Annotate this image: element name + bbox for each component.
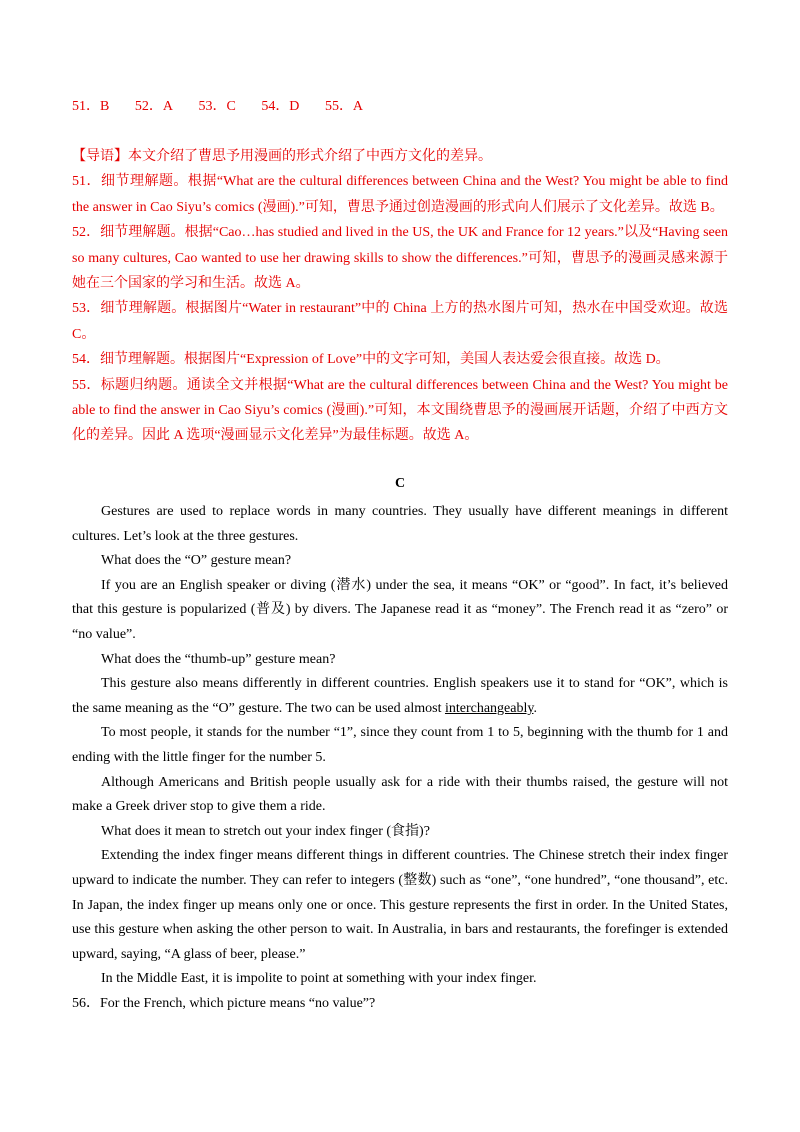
passage-text: . (533, 700, 537, 716)
passage-question-heading: What does it mean to stretch out your index finger (食指)? (101, 823, 430, 839)
passage-paragraph: Extending the index finger means different things in different countries. The Chinese stretch their index finger upward to indicate the number. They can refer to integers (整数) such as “one”, “one hundred”, “one thousand”, etc. In Japan, the index finger up means only one or once. This gesture represents the first in order. In the United States, use this gesture when asking the other person to wait. In Australia, in bars and restaurants, the forefinger is extended upward, saying, “A glass of beer, please.” (72, 848, 728, 962)
explanation-54: 54．细节理解题。根据图片“Expression of Love”中的文字可知，美国人表达爱会很直接。故选 D。 (72, 352, 670, 368)
passage-paragraph (72, 672, 728, 721)
passage-question-heading: What does the “O” gesture mean? (101, 553, 292, 569)
explanation-52: 52．细节理解题。根据“Cao…has studied and lived in the US, the UK and France for 12 years.”以及“Having seen so many cultures, Cao wanted to use her drawing skills to show the differences.”可知，曹思予的漫画灵感来源于她在三个国家的学习和生活。故选 A。 (72, 225, 728, 292)
answer-52: 52．A (134, 99, 173, 114)
passage-question-heading: What does the “thumb-up” gesture mean? (101, 651, 336, 667)
passage-paragraph: Gestures are used to replace words in many countries. They usually have different meanings in different cultures. Let’s look at the three gestures. (72, 504, 728, 544)
explanation-51: 51．细节理解题。根据“What are the cultural differences between China and the West? You might be able to find the answer in Cao Siyu’s comics (漫画).”可知，曹思予通过创造漫画的形式向人们展示了文化差异。故选 B。 (72, 174, 728, 215)
answer-55: 55．A (324, 99, 364, 114)
reading-passage (72, 500, 728, 1016)
passage-text: This gesture also means differently in different countries. English speakers use it to stand for “OK”, which is the same meaning as the “O” gesture. The two can be used almost (72, 676, 728, 716)
answer-54: 54．D (261, 99, 300, 114)
explanation-block (72, 144, 728, 449)
question-56: 56．For the French, which picture means “no value”? (72, 995, 376, 1011)
section-heading: C (394, 476, 406, 491)
answer-53: 53．C (198, 99, 236, 114)
answer-key (72, 95, 385, 115)
explanation-53: 53．细节理解题。根据图片“Water in restaurant”中的 China 上方的热水图片可知，热水在中国受欢迎。故选 C。 (72, 301, 728, 342)
underlined-word: interchangeably (444, 700, 534, 716)
passage-paragraph: Although Americans and British people usually ask for a ride with their thumbs raised, the gesture will not make a Greek driver stop to give them a ride. (72, 774, 728, 815)
passage-paragraph: If you are an English speaker or diving (潜水) under the sea, it means “OK” or “good”. In fact, it’s believed that this gesture is popularized (普及) by divers. The Japanese read it as “money”. The French read it as “zero” or “no value”. (72, 577, 728, 642)
explanation-intro: 【导语】本文介绍了曹思予用漫画的形式介绍了中西方文化的差异。 (72, 149, 492, 164)
passage-paragraph: To most people, it stands for the number “1”, since they count from 1 to 5, beginning with the thumb for 1 and ending with the little finger for the number 5. (72, 725, 728, 765)
passage-paragraph: In the Middle East, it is impolite to point at something with your index finger. (101, 971, 537, 987)
explanation-55: 55．标题归纳题。通读全文并根据“What are the cultural differences between China and the West? You might be able to find the answer in Cao Siyu’s comics (漫画).”可知，本文围绕曹思予的漫画展开话题，介绍了中西方文化的差异。因此 A 选项“漫画显示文化差异”为最佳标题。故选 A。 (72, 377, 728, 444)
answer-51: 51．B (72, 99, 110, 114)
